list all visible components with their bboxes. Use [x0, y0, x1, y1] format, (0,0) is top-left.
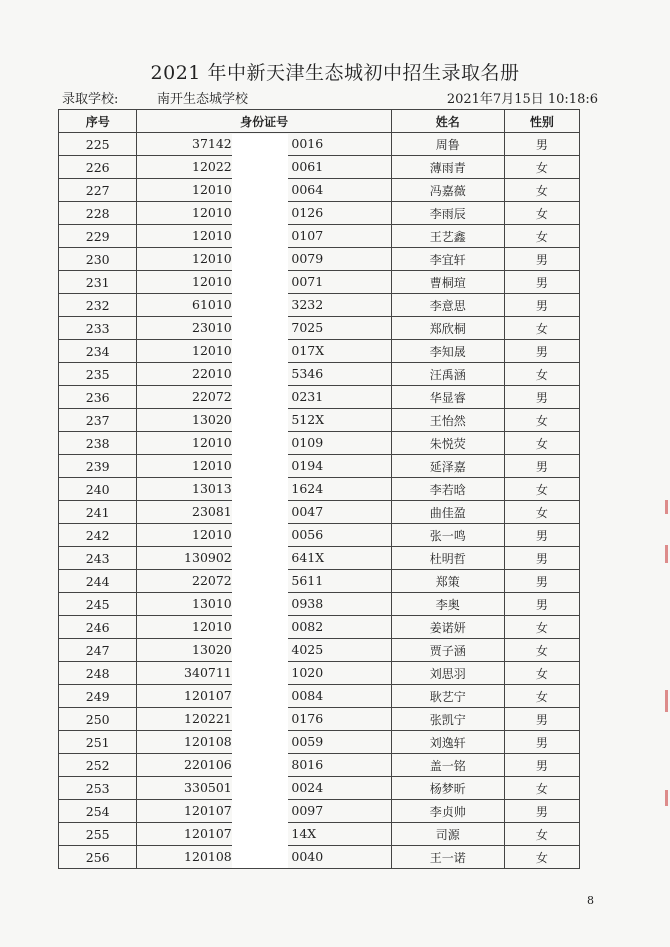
id-prefix: 13013	[192, 481, 232, 496]
row-name: 延泽嘉	[391, 455, 504, 478]
row-gender: 女	[504, 662, 579, 685]
id-prefix: 22010	[192, 366, 232, 381]
id-prefix: 12010	[192, 458, 232, 473]
table-header	[59, 110, 580, 133]
row-seq: 235	[59, 363, 137, 386]
id-prefix: 61010	[192, 297, 232, 312]
id-prefix: 12010	[192, 228, 232, 243]
row-name: 周鲁	[391, 133, 504, 156]
table-row	[59, 271, 580, 294]
table-row	[59, 662, 580, 685]
table-row	[59, 478, 580, 501]
id-prefix: 22072	[192, 573, 232, 588]
row-seq: 228	[59, 202, 137, 225]
id-prefix: 12010	[192, 205, 232, 220]
id-prefix: 120107	[184, 803, 232, 818]
row-gender: 女	[504, 179, 579, 202]
header-id: 身份证号	[137, 110, 391, 133]
row-gender: 男	[504, 708, 579, 731]
id-prefix: 130902	[184, 550, 232, 565]
id-prefix: 13020	[192, 642, 232, 657]
id-suffix: 0064	[291, 182, 324, 197]
table-row	[59, 179, 580, 202]
row-name: 张一鸣	[391, 524, 504, 547]
id-suffix: 641X	[291, 550, 325, 565]
row-name: 姜诺妍	[391, 616, 504, 639]
header-seq: 序号	[59, 110, 137, 133]
row-gender: 男	[504, 294, 579, 317]
scan-mark	[665, 500, 668, 514]
row-name: 华显睿	[391, 386, 504, 409]
id-suffix: 0056	[291, 527, 324, 542]
row-name: 刘思羽	[391, 662, 504, 685]
row-name: 李知晟	[391, 340, 504, 363]
school-label: 录取学校:	[62, 92, 119, 107]
header-gender: 性别	[504, 110, 579, 133]
document-title: 2021 年中新天津生态城初中招生录取名册	[150, 62, 520, 84]
row-seq: 247	[59, 639, 137, 662]
id-prefix: 120107	[184, 688, 232, 703]
table-row	[59, 616, 580, 639]
id-prefix: 22072	[192, 389, 232, 404]
row-seq: 255	[59, 823, 137, 846]
table-row	[59, 777, 580, 800]
table-row	[59, 685, 580, 708]
row-seq: 244	[59, 570, 137, 593]
row-seq: 245	[59, 593, 137, 616]
row-seq: 246	[59, 616, 137, 639]
id-suffix: 017X	[291, 343, 325, 358]
page-number: 8	[587, 894, 594, 907]
row-seq: 240	[59, 478, 137, 501]
row-gender: 女	[504, 409, 579, 432]
table-row	[59, 593, 580, 616]
id-suffix: 0109	[291, 435, 324, 450]
row-seq: 239	[59, 455, 137, 478]
table-row	[59, 524, 580, 547]
row-name: 朱悦荧	[391, 432, 504, 455]
id-prefix: 13010	[192, 596, 232, 611]
id-prefix: 120221	[184, 711, 232, 726]
row-seq: 236	[59, 386, 137, 409]
id-prefix: 23010	[192, 320, 232, 335]
id-suffix: 1020	[291, 665, 324, 680]
scan-mark	[665, 690, 668, 712]
row-seq: 242	[59, 524, 137, 547]
table-row	[59, 570, 580, 593]
table-row	[59, 823, 580, 846]
row-name: 冯嘉薇	[391, 179, 504, 202]
row-gender: 女	[504, 478, 579, 501]
id-suffix: 0126	[291, 205, 324, 220]
table-row	[59, 156, 580, 179]
row-seq: 238	[59, 432, 137, 455]
id-prefix: 12010	[192, 527, 232, 542]
row-gender: 女	[504, 317, 579, 340]
row-name: 薄雨青	[391, 156, 504, 179]
row-seq: 249	[59, 685, 137, 708]
row-gender: 男	[504, 547, 579, 570]
id-suffix: 0938	[291, 596, 324, 611]
row-gender: 男	[504, 386, 579, 409]
row-gender: 女	[504, 363, 579, 386]
row-name: 杨梦昕	[391, 777, 504, 800]
row-seq: 252	[59, 754, 137, 777]
row-gender: 男	[504, 754, 579, 777]
table-row	[59, 846, 580, 869]
id-prefix: 12022	[192, 159, 232, 174]
row-name: 汪禹涵	[391, 363, 504, 386]
table-row	[59, 731, 580, 754]
id-prefix: 12010	[192, 251, 232, 266]
admission-table	[58, 109, 580, 869]
row-seq: 251	[59, 731, 137, 754]
row-seq: 243	[59, 547, 137, 570]
row-seq: 234	[59, 340, 137, 363]
row-name: 李雨辰	[391, 202, 504, 225]
row-name: 王怡然	[391, 409, 504, 432]
id-suffix: 0084	[291, 688, 324, 703]
id-prefix: 12010	[192, 182, 232, 197]
id-suffix: 14X	[291, 826, 317, 841]
row-gender: 女	[504, 685, 579, 708]
row-gender: 男	[504, 271, 579, 294]
row-gender: 女	[504, 616, 579, 639]
id-prefix: 220106	[184, 757, 232, 772]
table-row	[59, 432, 580, 455]
row-gender: 女	[504, 777, 579, 800]
id-prefix: 120108	[184, 849, 232, 864]
id-prefix: 120108	[184, 734, 232, 749]
id-suffix: 3232	[291, 297, 324, 312]
id-suffix: 0071	[291, 274, 324, 289]
id-suffix: 0176	[291, 711, 324, 726]
table-row	[59, 800, 580, 823]
id-suffix: 1624	[291, 481, 324, 496]
row-seq: 230	[59, 248, 137, 271]
table-row	[59, 455, 580, 478]
table-row	[59, 754, 580, 777]
table-row	[59, 639, 580, 662]
id-prefix: 37142	[192, 136, 232, 151]
row-gender: 男	[504, 455, 579, 478]
row-name: 张凯宁	[391, 708, 504, 731]
table-row	[59, 547, 580, 570]
table-row	[59, 248, 580, 271]
table-row	[59, 225, 580, 248]
print-datetime: 2021年7月15日 10:18:6	[446, 92, 598, 107]
id-prefix: 12010	[192, 619, 232, 634]
id-prefix: 120107	[184, 826, 232, 841]
id-suffix: 0097	[291, 803, 324, 818]
school-name: 南开生态城学校	[157, 92, 249, 107]
scan-mark	[665, 545, 668, 563]
id-suffix: 512X	[291, 412, 325, 427]
row-gender: 女	[504, 432, 579, 455]
id-suffix: 0040	[291, 849, 324, 864]
table-row	[59, 133, 580, 156]
id-prefix: 330501	[184, 780, 232, 795]
row-gender: 男	[504, 524, 579, 547]
table-row	[59, 409, 580, 432]
row-gender: 男	[504, 570, 579, 593]
row-name: 李宜轩	[391, 248, 504, 271]
row-seq: 233	[59, 317, 137, 340]
row-gender: 男	[504, 731, 579, 754]
id-suffix: 0079	[291, 251, 324, 266]
id-suffix: 4025	[291, 642, 324, 657]
id-prefix: 23081	[192, 504, 232, 519]
row-name: 李贞帅	[391, 800, 504, 823]
row-gender: 女	[504, 156, 579, 179]
id-suffix: 0231	[291, 389, 324, 404]
row-seq: 256	[59, 846, 137, 869]
row-name: 郑策	[391, 570, 504, 593]
row-seq: 241	[59, 501, 137, 524]
id-suffix: 0024	[291, 780, 324, 795]
row-seq: 248	[59, 662, 137, 685]
id-suffix: 0059	[291, 734, 324, 749]
table-row	[59, 202, 580, 225]
row-seq: 253	[59, 777, 137, 800]
row-gender: 男	[504, 800, 579, 823]
row-gender: 女	[504, 846, 579, 869]
row-gender: 男	[504, 248, 579, 271]
id-suffix: 0194	[291, 458, 324, 473]
row-gender: 女	[504, 639, 579, 662]
row-seq: 232	[59, 294, 137, 317]
row-name: 杜明哲	[391, 547, 504, 570]
table-row	[59, 294, 580, 317]
row-name: 盖一铭	[391, 754, 504, 777]
row-seq: 227	[59, 179, 137, 202]
row-name: 曹桐瑄	[391, 271, 504, 294]
row-gender: 男	[504, 340, 579, 363]
id-prefix: 13020	[192, 412, 232, 427]
redaction-box	[232, 134, 288, 869]
row-name: 司源	[391, 823, 504, 846]
row-seq: 231	[59, 271, 137, 294]
table-row	[59, 708, 580, 731]
row-name: 贾子涵	[391, 639, 504, 662]
row-seq: 229	[59, 225, 137, 248]
header-name: 姓名	[391, 110, 504, 133]
table-row	[59, 501, 580, 524]
row-name: 王一诺	[391, 846, 504, 869]
row-name: 郑欣桐	[391, 317, 504, 340]
id-prefix: 12010	[192, 343, 232, 358]
id-suffix: 5346	[291, 366, 324, 381]
id-suffix: 0047	[291, 504, 324, 519]
row-name: 刘逸轩	[391, 731, 504, 754]
row-name: 耿艺宁	[391, 685, 504, 708]
row-seq: 254	[59, 800, 137, 823]
row-gender: 男	[504, 133, 579, 156]
row-name: 李若晗	[391, 478, 504, 501]
row-seq: 226	[59, 156, 137, 179]
id-suffix: 0061	[291, 159, 324, 174]
row-seq: 225	[59, 133, 137, 156]
row-gender: 女	[504, 202, 579, 225]
id-suffix: 0107	[291, 228, 324, 243]
id-suffix: 5611	[291, 573, 324, 588]
row-name: 王艺鑫	[391, 225, 504, 248]
id-prefix: 12010	[192, 435, 232, 450]
scan-mark	[665, 790, 668, 806]
id-suffix: 0016	[291, 136, 324, 151]
row-name: 曲佳盈	[391, 501, 504, 524]
table-row	[59, 363, 580, 386]
row-name: 李奥	[391, 593, 504, 616]
table-row	[59, 317, 580, 340]
row-gender: 女	[504, 823, 579, 846]
row-gender: 男	[504, 593, 579, 616]
row-gender: 女	[504, 225, 579, 248]
row-gender: 女	[504, 501, 579, 524]
row-seq: 250	[59, 708, 137, 731]
row-seq: 237	[59, 409, 137, 432]
id-suffix: 0082	[291, 619, 324, 634]
table-row	[59, 340, 580, 363]
row-name: 李意思	[391, 294, 504, 317]
id-prefix: 12010	[192, 274, 232, 289]
table-row	[59, 386, 580, 409]
id-suffix: 7025	[291, 320, 324, 335]
id-suffix: 8016	[291, 757, 324, 772]
id-prefix: 340711	[184, 665, 232, 680]
